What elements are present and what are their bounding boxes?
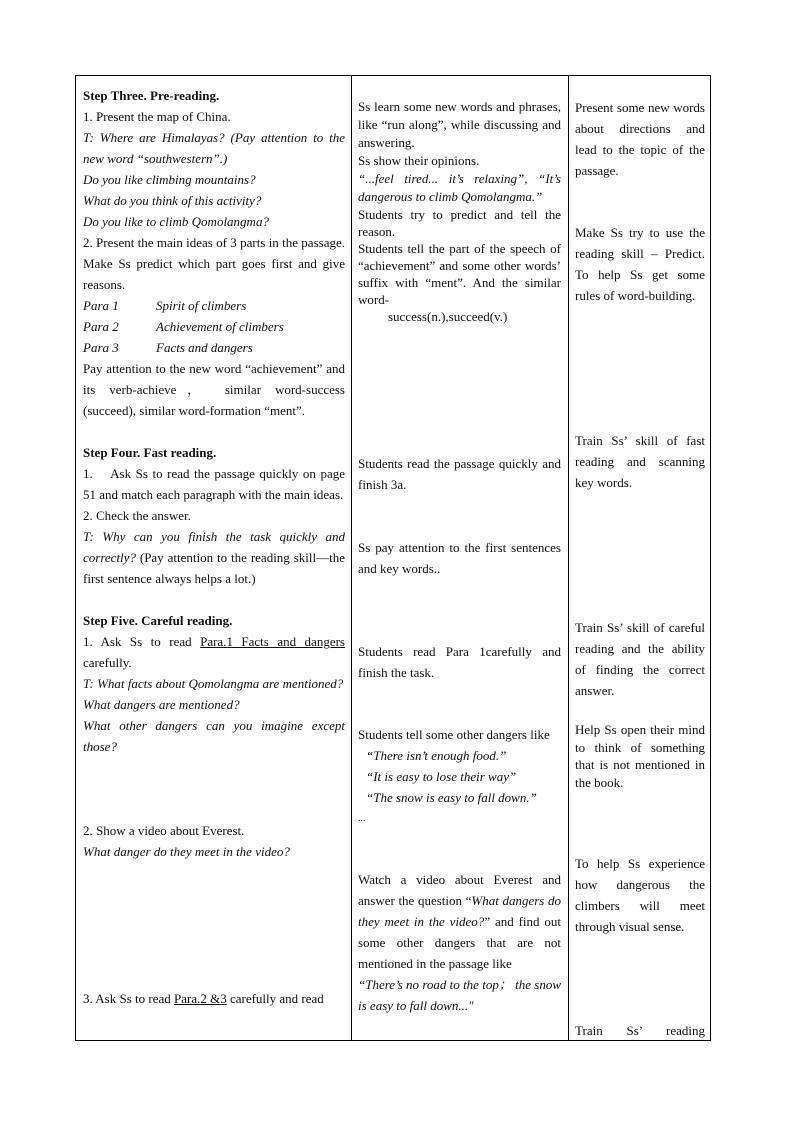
student-activity-column <box>358 98 561 326</box>
step3-question: What do you think of this activity? <box>83 193 262 208</box>
purpose-block <box>575 853 705 937</box>
step3-note: Pay attention to the new word “achievement” and its verb-achieve， similar word-success (succeed), similar word-formation “ment”. <box>83 361 345 418</box>
step5-item3 <box>83 988 345 1009</box>
step5-item2: 2. Show a video about Everest. <box>83 823 245 838</box>
activity-text <box>358 869 561 974</box>
procedure-column <box>83 85 349 1009</box>
activity-block <box>358 869 561 1016</box>
para-idea: Achievement of climbers <box>156 319 284 334</box>
para-reference: Para.1 Facts and dangers <box>200 634 345 649</box>
activity-text: Students read the passage quickly and finish 3a. <box>358 456 561 492</box>
activity-text: ” and find out some other dangers that are not mentioned in the passage like <box>358 914 562 971</box>
activity-text: Ss pay attention to the first sentences and key words.. <box>358 540 561 576</box>
step5-item1 <box>83 631 345 673</box>
activity-quote: “...feel tired... it’s relaxing”, “It’s dangerous to climb Qomolangma.” <box>358 171 561 204</box>
danger-quote: “There isn’t enough food.” <box>366 748 507 763</box>
para-label: Para 2 <box>83 319 119 334</box>
para-label: Para 1 <box>83 298 119 313</box>
purpose-block <box>575 721 705 791</box>
item-text: carefully and read <box>226 991 324 1006</box>
purpose-text: Help Ss open their mind to think of something that is not mentioned in the book. <box>575 722 705 790</box>
danger-quote: “It is easy to lose their way” <box>366 769 517 784</box>
para-idea: Facts and dangers <box>156 340 253 355</box>
purpose-text: Train Ss’ skill of fast reading and scanning key words. <box>575 433 705 490</box>
step5-question: What danger do they meet in the video? <box>83 844 290 859</box>
activity-text: Ss show their opinions. <box>358 153 480 168</box>
activity-text: Students tell the part of the speech of “achievement” and some other words’ suffix with “ment”. And the similar word- <box>358 241 561 307</box>
step5-question: What dangers are mentioned? <box>83 697 240 712</box>
purpose-text: Present some new words about directions and lead to the topic of the passage. <box>575 100 705 178</box>
step5-question: T: What facts about Qomolangma are mentioned? <box>83 676 344 691</box>
danger-quote: “There’s no road to the top； the snow is easy to fall down..." <box>358 977 561 1013</box>
activity-block <box>358 724 561 829</box>
activity-block <box>358 453 561 495</box>
item-text: carefully. <box>83 655 132 670</box>
purpose-block <box>575 430 705 493</box>
ellipsis: ... <box>358 813 366 824</box>
step-four-heading: Step Four. Fast reading. <box>83 445 217 460</box>
activity-text: Students try to predict and tell the reason. <box>358 207 561 239</box>
danger-quote: “The snow is easy to fall down.” <box>366 790 537 805</box>
step-five-heading: Step Five. Careful reading. <box>83 613 233 628</box>
item-text: 1. Ask Ss to read <box>83 634 201 649</box>
column-divider <box>568 75 569 1041</box>
step3-question: Do you like climbing mountains? <box>83 172 256 187</box>
activity-block <box>358 537 561 579</box>
step3-item2: 2. Present the main ideas of 3 parts in the passage. Make Ss predict which part goes first and give reasons. <box>83 235 345 292</box>
activity-text: Ss learn some new words and phrases, like “run along”, while discussing and answering. <box>358 99 561 150</box>
question-italic: T: Why can you finish the task quickly and correctly? <box>83 529 345 565</box>
question-note: (Pay attention to the reading skill—the first sentence always helps a lot.) <box>83 550 345 586</box>
para-idea: Spirit of climbers <box>156 298 247 313</box>
para-row <box>83 337 345 358</box>
activity-text: Students tell some other dangers like <box>358 727 550 742</box>
para-label: Para 3 <box>83 340 119 355</box>
activity-question: What dangers do they meet in the video? <box>358 893 561 929</box>
activity-text: Watch a video about Everest and answer the question “ <box>358 872 561 908</box>
step3-item1: 1. Present the map of China. <box>83 109 231 124</box>
step3-question: Do you like to climb Qomolangma? <box>83 214 269 229</box>
para-row <box>83 316 345 337</box>
para-reference: Para.2 &3 <box>174 991 227 1006</box>
purpose-block <box>575 97 705 181</box>
para-row <box>83 295 345 316</box>
purpose-text: To help Ss experience how dangerous the climbers will meet through visual sense. <box>575 856 705 934</box>
step4-question <box>83 526 345 589</box>
activity-text: Students read Para 1carefully and finish the task. <box>358 644 561 680</box>
step3-question: T: Where are Himalayas? (Pay attention to the new word “southwestern”.) <box>83 130 345 166</box>
activity-block <box>358 641 561 683</box>
purpose-text: Train Ss’ reading <box>575 1023 705 1038</box>
activity-text: success(n.),succeed(v.) <box>388 309 508 324</box>
purpose-block <box>575 222 705 306</box>
step5-question: What other dangers can you imagine except those? <box>83 718 345 754</box>
purpose-block <box>575 617 705 701</box>
purpose-text: Train Ss’ skill of careful reading and the ability of finding the correct answer. <box>575 620 705 698</box>
item-text: 3. Ask Ss to read <box>83 991 174 1006</box>
purpose-block <box>575 1020 705 1041</box>
purpose-text: Make Ss try to use the reading skill – Predict. To help Ss get some rules of word-building. <box>575 225 705 303</box>
step4-item1: 1. Ask Ss to read the passage quickly on page 51 and match each paragraph with the main ideas. <box>83 466 349 502</box>
column-divider <box>351 75 352 1041</box>
step4-item2: 2. Check the answer. <box>83 508 191 523</box>
step-three-heading: Step Three. Pre-reading. <box>83 88 220 103</box>
